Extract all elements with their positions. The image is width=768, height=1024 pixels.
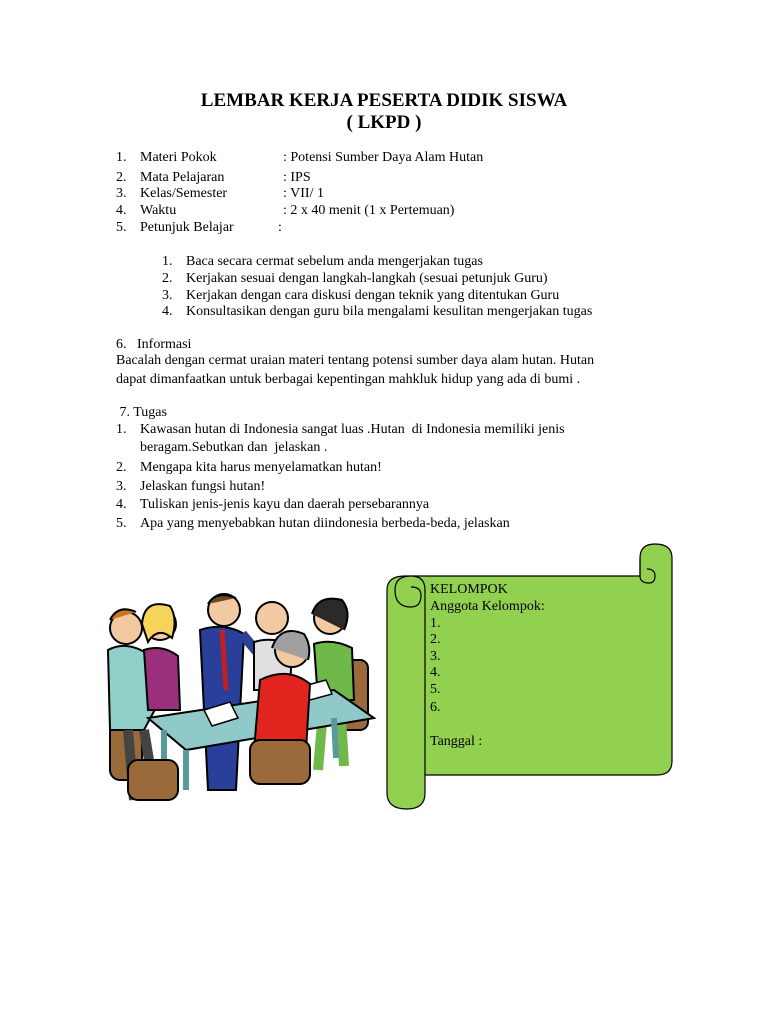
tugas-text: Mengapa kita harus menyelamatkan hutan! [140, 460, 382, 475]
instruction-number: 3. [162, 288, 173, 303]
identity-number: 5. [116, 220, 127, 235]
identity-number: 3. [116, 186, 127, 201]
date-label: Tanggal : [430, 734, 483, 749]
tugas-number: 4. [116, 497, 127, 512]
member-slot: 3. [430, 649, 441, 664]
group-scroll-banner [385, 543, 675, 813]
tugas-text: Jelaskan fungsi hutan! [140, 479, 266, 494]
tugas-text: Kawasan hutan di Indonesia sangat luas .Hutan di Indonesia memiliki jenis [140, 422, 565, 437]
instruction-text: Konsultasikan dengan guru bila mengalami kesulitan mengerjakan tugas [186, 304, 593, 319]
identity-number: 4. [116, 203, 127, 218]
identity-value: : IPS [283, 170, 311, 185]
instruction-number: 4. [162, 304, 173, 319]
instruction-number: 1. [162, 254, 173, 269]
informasi-heading: 6. Informasi [116, 337, 192, 352]
instruction-text: Kerjakan sesuai dengan langkah-langkah (sesuai petunjuk Guru) [186, 271, 548, 286]
member-slot: 2. [430, 632, 441, 647]
identity-number: 1. [116, 150, 127, 165]
kelompok-subtitle: Anggota Kelompok: [430, 599, 545, 614]
identity-number: 2. [116, 170, 127, 185]
tugas-text-continued: beragam.Sebutkan dan jelaskan . [140, 440, 328, 455]
page-subtitle: ( LKPD ) [346, 112, 422, 133]
identity-label: Kelas/Semester [140, 186, 228, 201]
identity-label: Mata Pelajaran [140, 170, 225, 185]
identity-value: : [278, 220, 282, 235]
informasi-line: Bacalah dengan cermat uraian materi tentang potensi sumber daya alam hutan. Hutan [116, 353, 595, 368]
kelompok-title: KELOMPOK [430, 582, 508, 597]
member-slot: 5. [430, 682, 441, 697]
page-title: LEMBAR KERJA PESERTA DIDIK SISWA [200, 90, 568, 111]
identity-label: Waktu [140, 203, 177, 218]
tugas-number: 3. [116, 479, 127, 494]
informasi-line: dapat dimanfaatkan untuk berbagai kepentingan mahkluk hidup yang ada di bumi . [116, 372, 581, 387]
tugas-heading: 7. Tugas [116, 405, 167, 420]
tugas-text: Apa yang menyebabkan hutan diindonesia berbeda-beda, jelaskan [140, 516, 510, 531]
identity-value: : Potensi Sumber Daya Alam Hutan [283, 150, 484, 165]
instruction-number: 2. [162, 271, 173, 286]
group-discussion-clipart-icon [104, 590, 380, 812]
tugas-number: 1. [116, 422, 127, 437]
tugas-number: 2. [116, 460, 127, 475]
identity-label: Materi Pokok [140, 150, 217, 165]
member-slot: 6. [430, 700, 441, 715]
instruction-text: Baca secara cermat sebelum anda mengerjakan tugas [186, 254, 483, 269]
member-slot: 1. [430, 616, 441, 631]
tugas-text: Tuliskan jenis-jenis kayu dan daerah persebarannya [140, 497, 430, 512]
identity-value: : VII/ 1 [283, 186, 324, 201]
identity-value: : 2 x 40 menit (1 x Pertemuan) [283, 203, 455, 218]
identity-label: Petunjuk Belajar [140, 220, 234, 235]
tugas-number: 5. [116, 516, 127, 531]
instruction-text: Kerjakan dengan cara diskusi dengan teknik yang ditentukan Guru [186, 288, 560, 303]
member-slot: 4. [430, 665, 441, 680]
